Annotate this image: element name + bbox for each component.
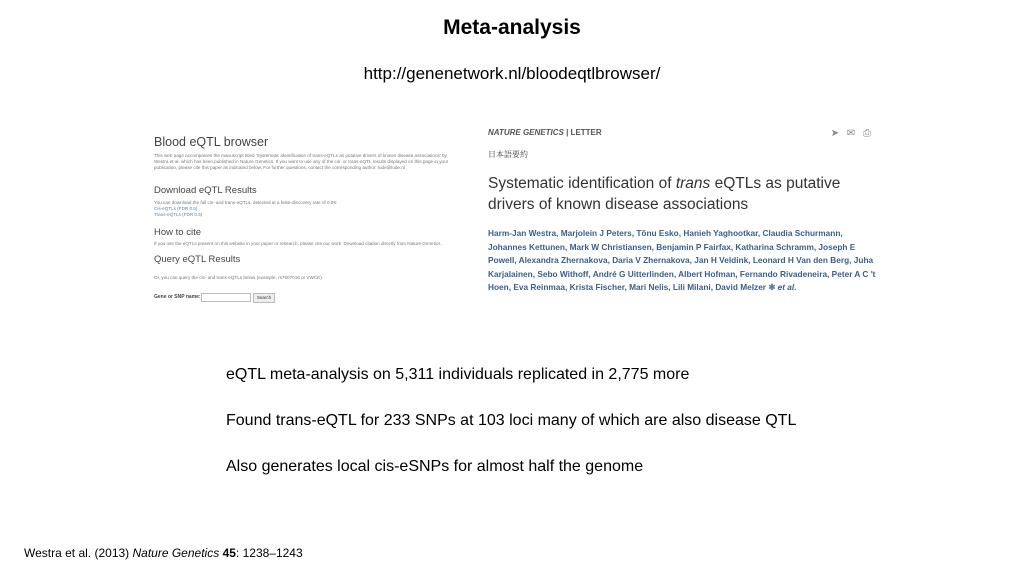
paper-title-part1: Systematic identification of (488, 175, 676, 192)
search-button[interactable]: Search (253, 293, 275, 303)
japanese-summary-link[interactable]: 日本語要約 (488, 150, 528, 159)
cite-text: If you use the eQTLs present on this website in your paper or research, please cite our work: Download citation directly from Nature Genetics. (154, 241, 442, 246)
journal-name: NATURE GENETICS (488, 128, 564, 137)
browser-screenshot (150, 127, 460, 312)
journal-header (488, 128, 602, 137)
gene-snp-label: Gene or SNP name: (154, 294, 201, 300)
expand-authors-icon[interactable]: ✱ (768, 282, 776, 292)
download-link-trans[interactable]: Trans-eQTLs (FDR 0.5) (154, 212, 203, 217)
citation-journal: Nature Genetics (132, 546, 220, 560)
slide-url[interactable]: http://genenetwork.nl/bloodeqtlbrowser/ (363, 64, 661, 83)
query-heading: Query eQTL Results (154, 254, 241, 265)
citation-volume: 45 (222, 546, 236, 560)
download-link-cis[interactable]: Cis-eQTLs (FDR 0.5) (154, 206, 198, 211)
bullet-3: Also generates local cis-eSNPs for almost half the genome (226, 458, 644, 475)
authors-etal: et al. (777, 282, 797, 292)
article-tools (830, 129, 872, 139)
citation-pages: : 1238–1243 (235, 546, 303, 560)
download-heading: Download eQTL Results (154, 185, 257, 196)
share-icon[interactable]: ➤ (830, 128, 840, 139)
author-list (488, 227, 883, 295)
letter-screenshot (484, 125, 884, 315)
bullet-2: Found trans-eQTL for 233 SNPs at 103 loci many of which are also disease QTL (226, 412, 797, 429)
paper-title-part2: eQTLs as putative drivers of known disease associations (488, 175, 841, 213)
bullet-list (226, 364, 796, 502)
browser-heading: Blood eQTL browser (154, 135, 269, 149)
print-icon[interactable]: ⎙ (863, 128, 871, 139)
paper-title-italic: trans (675, 175, 711, 192)
authors-text: Harm-Jan Westra, Marjolein J Peters, Tõnu Esko, Hanieh Yaghootkar, Claudia Schurmann, Johannes Kettunen, Mark W Christiansen, Benjamin P Fairfax, Katharina Schramm, Joseph E Powell, Alexandra Zhernakova, Daria V Zhernakova, Jan H Veldink, Leonard H Van den Berg, Juha Karjalainen, Sebo Withoff, André G Uitterlinden, Albert Hofman, Fernando Rivadeneira, Peter A C 't Hoen, Eva Reinmaa, Krista Fischer, Mari Nelis, Lili Milani, David Melzer (488, 228, 876, 292)
cite-heading: How to cite (154, 227, 201, 238)
citation-authors: Westra et al. (2013) (24, 546, 133, 560)
paper-title (488, 173, 878, 215)
query-text: Or, you can query the cis- and trans-eQTLs below (example: rs7607016 or VWCE) (154, 275, 322, 280)
gene-snp-input[interactable] (201, 293, 251, 302)
email-icon[interactable]: ✉ (846, 128, 856, 139)
journal-section: | LETTER (566, 128, 602, 137)
bullet-1: eQTL meta-analysis on 5,311 individuals replicated in 2,775 more (226, 366, 690, 383)
citation (24, 546, 303, 560)
download-text: You can download the full cis- and trans-eQTLs, detected at a false-discovery rate of 0.05: (154, 200, 338, 205)
slide-title: Meta-analysis (443, 16, 581, 39)
browser-intro: This web page accompanies the manuscript titled 'Systematic identification of trans-eQTLs as putative drivers of known disease associations' by Westra et al. which has been published in Nature Genetics. If you want to use any of the cis- or trans-eQTL results displayed on this page in your publication, please cite this paper as indicated below. For further questions, contact the corresponding author: lude@lude.nl (154, 153, 449, 170)
